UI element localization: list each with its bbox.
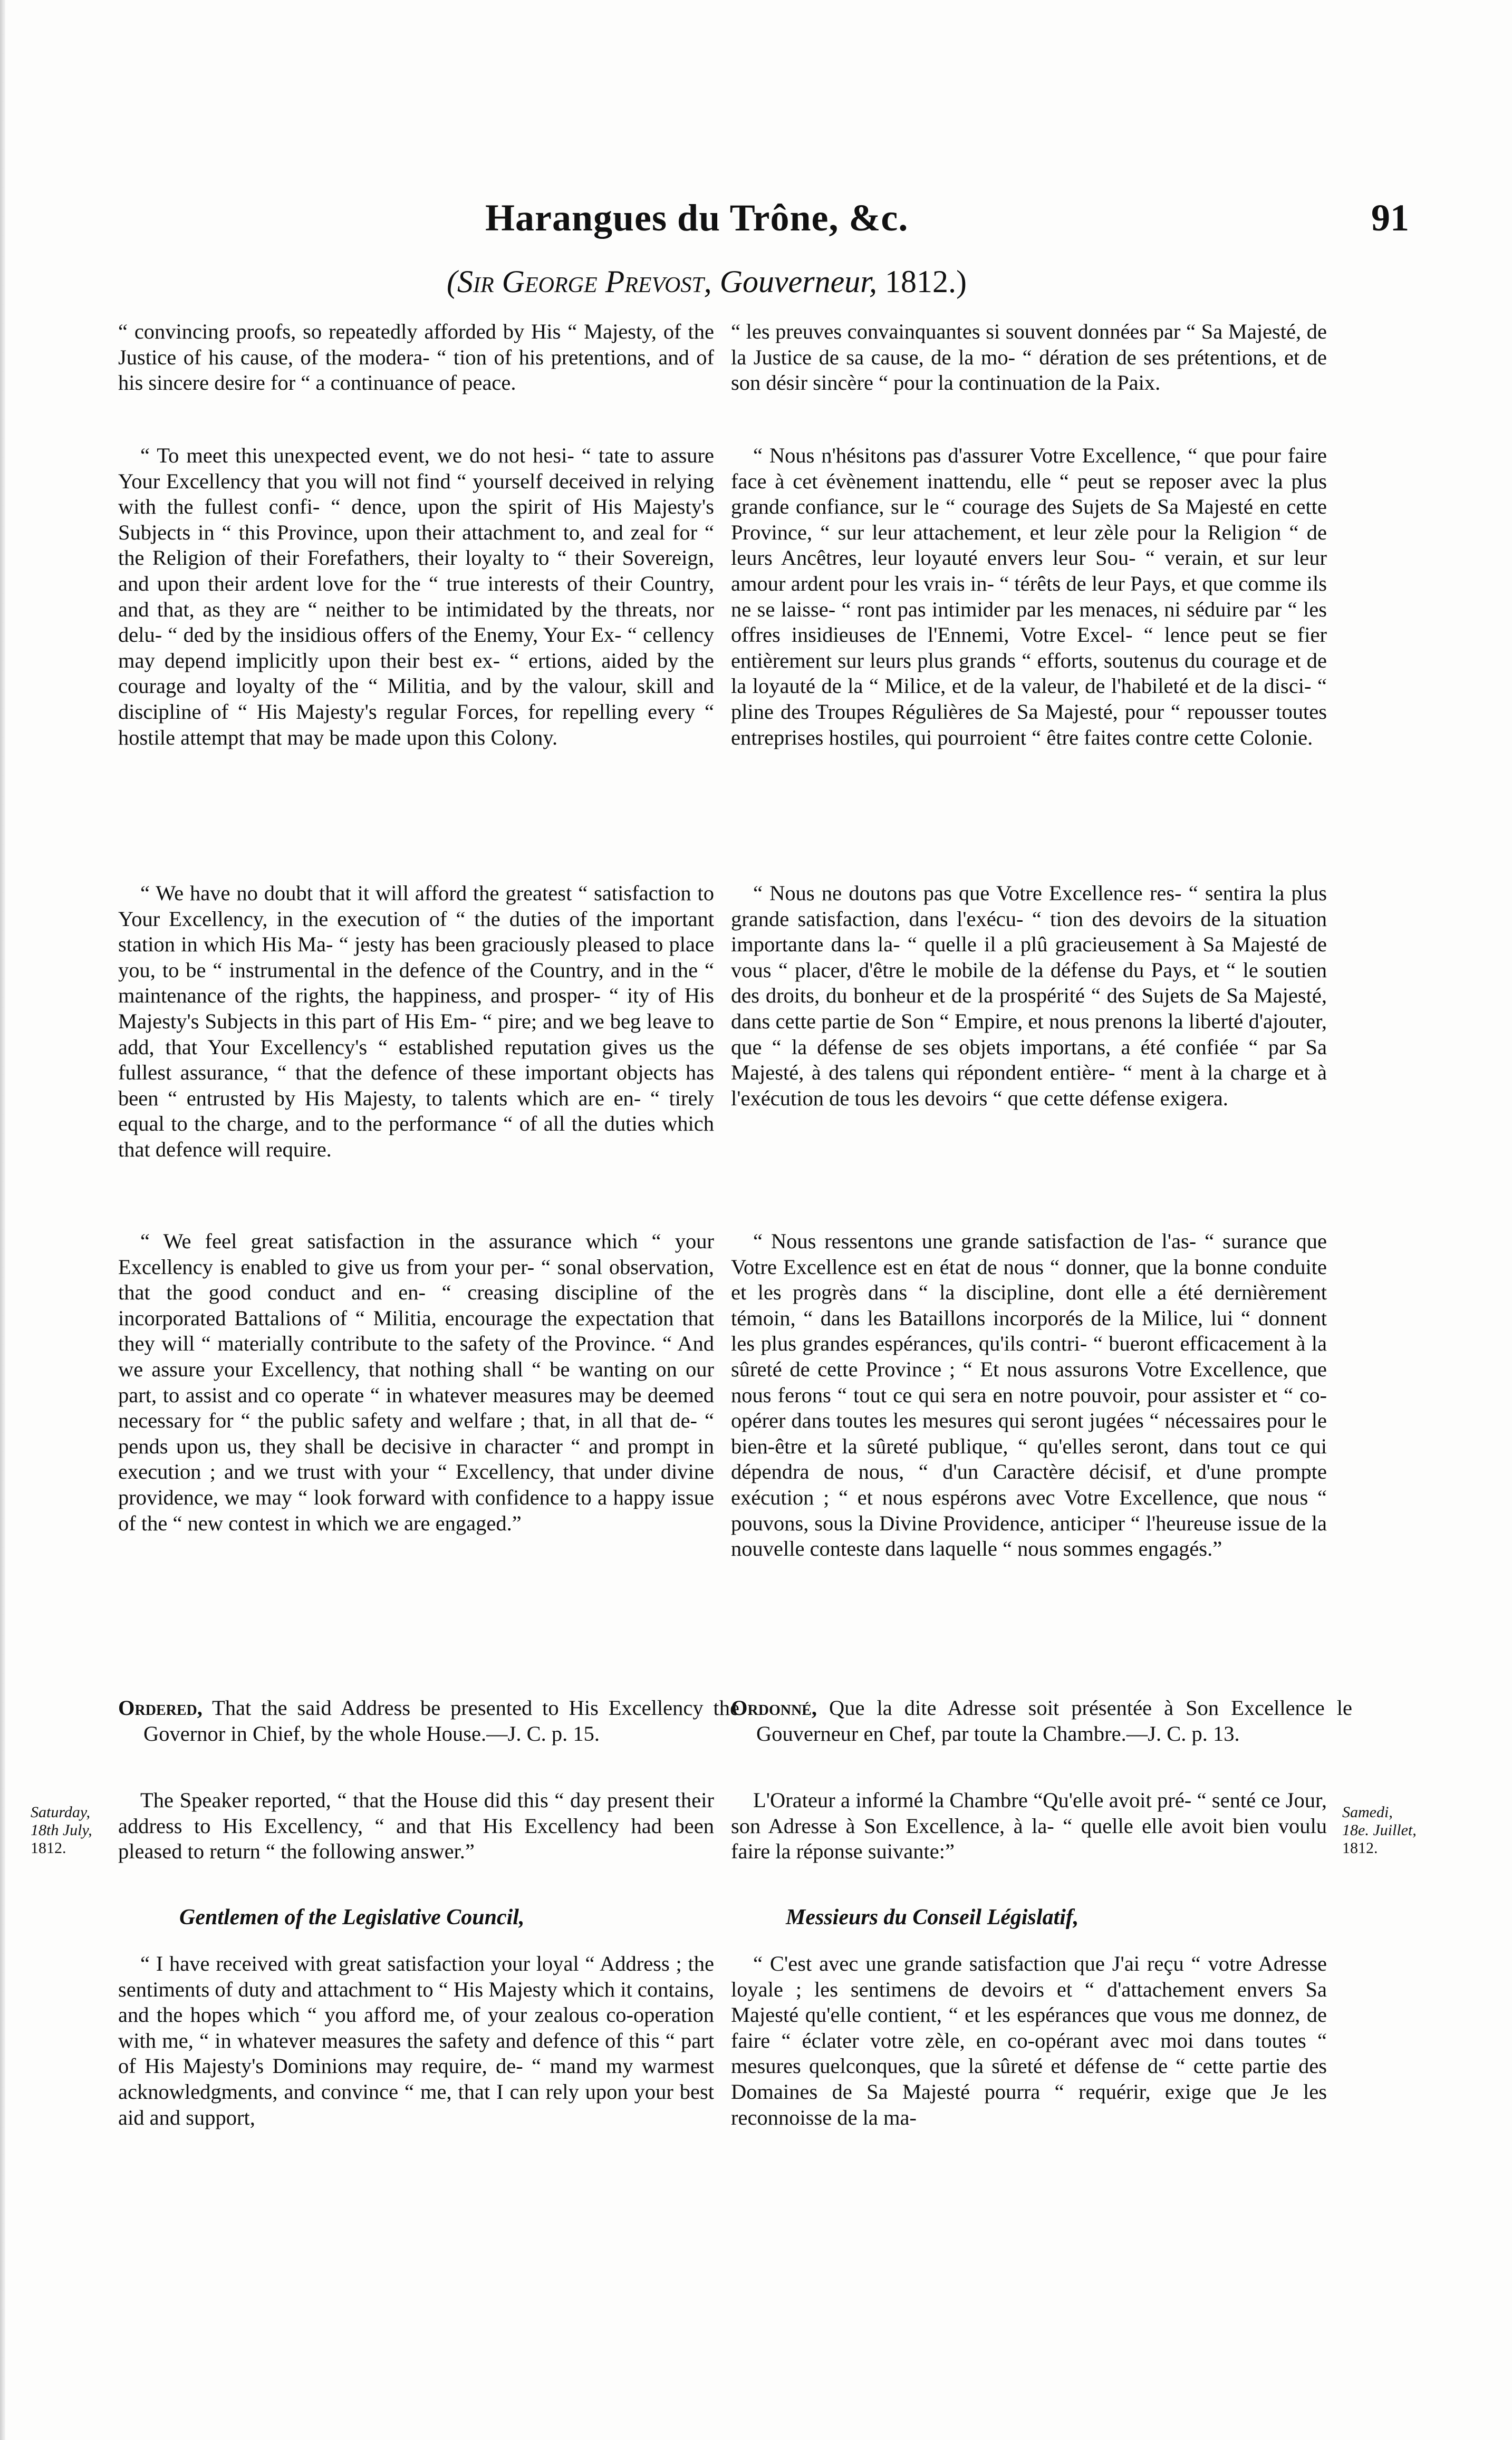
page-number: 91	[1371, 197, 1409, 239]
fr-paragraph-4	[731, 1229, 1327, 1562]
subheader	[295, 264, 1118, 300]
fr-p1-text: “ les preuves convainquantes si souvent données par “ Sa Majesté, de la Justice de sa cause, de la mo- “ dération de ses prétentions, et de son désir sincère “ pour la continuation de la Paix.	[731, 320, 1327, 395]
fr-answer-text: “ C'est avec une grande satisfaction que J'ai reçu “ votre Adresse loyale ; les sentimens de devoirs et “ d'attachement envers Sa Majesté qu'elle contient, “ et les espérances que vous me donnez, de faire “ éclater votre zèle, en co-opérant avec moi dans toutes “ mesures quelconques, que la sûreté et défense de “ cette partie des Domaines de Sa Majesté pourra “ requérir, exige que Je les reconnoisse de la ma-	[731, 1952, 1327, 2129]
en-paragraph-4	[118, 1229, 714, 1536]
running-title: Harangues du Trône, &c.	[485, 197, 909, 239]
fr-p4-text: “ Nous ressentons une grande satisfaction de l'as- “ surance que Votre Excellence est en état de nous “ donner, que la bonne conduite et les progrès dans “ la discipline, dont elle a été dernièrement témoin, “ dans les Bataillons incorporés de la Milice, lui “ donnent les plus grandes espérances, qu'ils contri- “ bueront efficacement à la sûreté de cette Province ; “ Et nous assurons Votre Excellence, que nous ferons “ tout ce qui sera en notre pouvoir, pour assister et “ co-opérer dans toutes les mesures qui seront jugées “ nécessaires pour le bien-être et la sûreté publique, “ qu'elles seront, dans tout ce qui dépendra de nous, “ d'un Caractère décisif, et d'une prompte exécution ; “ et nous espérons avec Votre Excellence, que nous “ pouvons, sous la Divine Providence, anticiper “ l'heureuse issue de la nouvelle conteste dans laquelle “ nous sommes engagés.”	[731, 1229, 1327, 1561]
en-ordered-label: Ordered,	[118, 1696, 203, 1720]
subheader-year: 1812.)	[884, 264, 967, 299]
fr-paragraph-1	[731, 319, 1327, 396]
subheader-role: Gouverneur,	[719, 264, 877, 299]
subheader-name: Sir George Prevost,	[457, 264, 712, 299]
fr-answer-title: Messieurs du Conseil Législatif,	[786, 1905, 1079, 1930]
en-speaker-report	[118, 1788, 714, 1865]
margin-left-line2: 18th July,	[31, 1821, 92, 1839]
margin-left-line3: 1812.	[31, 1839, 66, 1857]
fr-ordered	[731, 1695, 1352, 1747]
en-answer-title: Gentlemen of the Legislative Council,	[179, 1905, 525, 1930]
margin-note-left	[31, 1804, 92, 1857]
fr-p2-text: “ Nous n'hésitons pas d'assurer Votre Excellence, “ que pour faire face à cet évènement inattendu, elle “ peut se reposer avec la plus grande confiance, sur le “ courage des Sujets de Sa Majesté en cette Province, “ sur leur attachement, et leur zèle pour la Religion “ de leurs Ancêtres, leur loyauté envers leur Sou- “ verain, et sur leur amour ardent pour les vrais in- “ térêts de leur Pays, et que comme ils ne se laisse- “ ront pas intimider par les menaces, ni séduire par “ les offres insidieuses de l'Ennemi, Votre Excel- “ lence peut se fier entièrement sur leurs plus grands “ efforts, soutenus du courage et de la loyauté de la “ Milice, et de la valeur, de l'habileté et de la disci- “ pline des Troupes Régulières de Sa Majesté, pour “ repousser toutes entreprises hostiles, qui pourroient “ être faites contre cette Colonie.	[731, 443, 1327, 749]
en-answer-text: “ I have received with great satisfaction your loyal “ Address ; the sentiments of duty and attachment to “ His Majesty which it contains, and the hopes which “ you afford me, of your zealous co-operation with me, “ in whatever measures the safety and defence of this “ part of His Majesty's Dominions may require, de- “ mand my warmest acknowledgments, and convince “ me, that I can rely upon your best aid and support,	[118, 1952, 714, 2129]
margin-right-line1: Samedi,	[1342, 1804, 1393, 1821]
margin-note-right	[1342, 1804, 1417, 1857]
margin-right-line2: 18e. Juillet,	[1342, 1821, 1417, 1839]
page-edge	[0, 0, 5, 2440]
en-ordered	[118, 1695, 739, 1747]
margin-right-line3: 1812.	[1342, 1839, 1378, 1857]
subheader-open: (	[447, 264, 458, 299]
en-paragraph-3	[118, 881, 714, 1163]
fr-ordered-text: Que la dite Adresse soit présentée à Son Excellence le Gouverneur en Chef, par toute la Chambre.—J. C. p. 13.	[756, 1696, 1352, 1745]
en-ordered-text: That the said Address be presented to His Excellency the Governor in Chief, by the whole House.—J. C. p. 15.	[143, 1696, 739, 1745]
fr-paragraph-2	[731, 443, 1327, 750]
fr-speaker-report	[731, 1788, 1327, 1865]
fr-ordered-label: Ordonné,	[731, 1696, 817, 1720]
en-paragraph-2	[118, 443, 714, 750]
fr-speaker-text: L'Orateur a informé la Chambre “Qu'elle avoit pré- “ senté ce Jour, son Adresse à Son Excellence, à la- “ quelle elle avoit bien voulu faire la réponse suivante:”	[731, 1788, 1327, 1864]
en-p1-text: “ convincing proofs, so repeatedly afforded by His “ Majesty, of the Justice of his cause, of the modera- “ tion of his pretentions, and of his sincere desire for “ a continuance of peace.	[118, 320, 714, 395]
en-answer	[118, 1951, 714, 2130]
fr-answer	[731, 1951, 1327, 2130]
margin-left-line1: Saturday,	[31, 1804, 91, 1821]
fr-paragraph-3	[731, 881, 1327, 1111]
en-paragraph-1	[118, 319, 714, 396]
en-p2-text: “ To meet this unexpected event, we do not hesi- “ tate to assure Your Excellency that you will not find “ yourself deceived in relying with the fullest confi- “ dence, upon the spirit of His Majesty's Subjects in “ this Province, upon their attachment to, and zeal for “ the Religion of their Forefathers, their loyalty to “ their Sovereign, and upon their ardent love for the “ true interests of their Country, and that, as they are “ neither to be intimidated by the threats, nor delu- “ ded by the insidious offers of the Enemy, Your Ex- “ cellency may depend implicitly upon their best ex- “ ertions, aided by the courage and loyalty of the “ Militia, and by the valour, skill and discipline of “ His Majesty's regular Forces, for repelling every “ hostile attempt that may be made upon this Colony.	[118, 443, 714, 749]
en-p4-text: “ We feel great satisfaction in the assurance which “ your Excellency is enabled to give us from your per- “ sonal observation, that the good conduct and en- “ creasing discipline of the incorporated Battalions of “ Militia, encourage the expectation that they will “ materially contribute to the safety of the Province. “ And we assure your Excellency, that nothing shall “ be wanting on our part, to assist and co operate “ in whatever measures may be deemed necessary for “ the public safety and welfare ; that, in all that de- “ pends upon us, they shall be decisive in character “ and prompt in execution ; and we trust with your “ Excellency, that under divine providence, we may “ look forward with confidence to a happy issue of the “ new contest in which we are engaged.”	[118, 1229, 714, 1535]
en-speaker-text: The Speaker reported, “ that the House did this “ day present their address to His Excellency, “ and that His Excellency had been pleased to return “ the following answer.”	[118, 1788, 714, 1864]
en-p3-text: “ We have no doubt that it will afford the greatest “ satisfaction to Your Excellency, in the execution of “ the duties of the important station in which His Ma- “ jesty has been graciously pleased to place you, to be “ instrumental in the defence of the Country, and in the “ maintenance of the rights, the happiness, and prosper- “ ity of His Majesty's Subjects in this part of His Em- “ pire; and we beg leave to add, that Your Excellency's “ established reputation gives us the fullest assurance, “ that the defence of these important objects has been “ entrusted by His Majesty, to talents which are en- “ tirely equal to the charge, and to the performance “ of all the duties which that defence will require.	[118, 881, 714, 1161]
fr-p3-text: “ Nous ne doutons pas que Votre Excellence res- “ sentira la plus grande satisfaction, dans l'exécu- “ tion des devoirs de la situation importante dans la- “ quelle il a plû gracieusement à Sa Majesté de vous “ placer, d'être le mobile de la défense du Pays, et “ le soutien des droits, du bonheur et de la prospérité “ des Sujets de Sa Majesté, dans cette partie de Son “ Empire, et nous prenons la liberté d'ajouter, que “ la défense de ses objets importans, a été confiée “ par Sa Majesté, à des talens qui répondent entière- “ ment à la charge et à l'exécution de tous les devoirs “ que cette défense exigera.	[731, 881, 1327, 1110]
